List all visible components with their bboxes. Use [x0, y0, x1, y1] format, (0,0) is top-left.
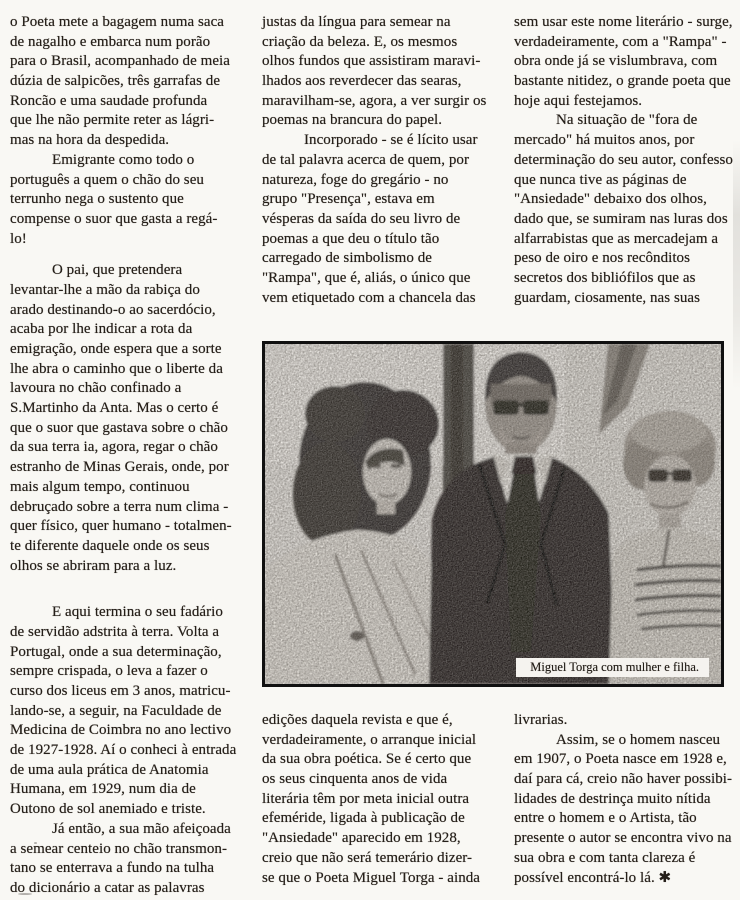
paragraph — [10, 261, 256, 576]
text-line: determinação do seu autor, confesso — [514, 151, 733, 168]
text-line: literária têm por meta inicial outra — [262, 790, 470, 807]
text-line: curso dos liceus em 3 anos, matricu- — [10, 683, 231, 699]
text-line: alfarrabistas que as mercadejam a — [514, 230, 719, 247]
text-line: lhados aos reverdecer das searas, — [262, 73, 462, 90]
text-line: que lhe não permite reter as lágri- — [10, 112, 215, 129]
text-line: olhos fundos que assistiram maravi- — [262, 53, 481, 70]
photo-caption: Miguel Torga com mulher e filha. — [516, 658, 709, 677]
text-line: Incorporado - se é lícito usar — [304, 132, 478, 149]
text-line: os seus cinquenta anos de vida — [262, 771, 448, 788]
text-line: estranho de Minas Gerais, onde, por — [10, 459, 229, 476]
text-line: justas da língua para semear na — [262, 14, 451, 30]
text-line: presente o autor se encontra vivo na — [514, 830, 732, 847]
text-line: entre o homem e o Artista, tão — [514, 810, 697, 827]
text-line: Outono de sol anemiado e triste. — [10, 801, 206, 818]
text-line: "Ansiedade" aparecido em 1928, — [262, 830, 461, 847]
text-line: criação da beleza. E, os mesmos — [262, 33, 458, 50]
text-line: debruçado sobre a terra num clima - — [10, 498, 229, 515]
text-line: mais algum tempo, continuou — [10, 478, 190, 495]
text-line: emigração, onde espera que a sorte — [10, 341, 222, 357]
text-line: carregado de simbolismo de — [262, 250, 432, 267]
paragraph — [514, 13, 736, 111]
text-line: Roncão e uma saudade profunda — [10, 92, 208, 109]
text-line: de servidão adstrita à terra. Volta a — [10, 623, 220, 640]
text-line: Medicina de Coimbra no ano lectivo — [10, 722, 232, 739]
text-line: secretos dos bibliófilos que as — [514, 269, 696, 286]
text-line: sempre crispada, o leva a fazer o — [10, 663, 208, 680]
text-line: "Ansiedade" debaixo dos olhos, — [514, 191, 707, 208]
text-line: "Rampa", que é, aliás, o único que — [262, 269, 471, 286]
text-line: mas na hora da despedida. — [10, 132, 170, 149]
text-line: português a quem o chão do seu — [10, 171, 204, 188]
text-line: guardam, ciosamente, nas suas — [514, 289, 700, 306]
text-line: quer físico, quer humano - totalmen- — [10, 518, 232, 535]
text-line: de tal palavra acerca de quem, por — [262, 151, 469, 168]
text-line: dado que, se sumiram nas luras dos — [514, 210, 728, 227]
text-column-1 — [10, 13, 256, 899]
text-line: S.Martinho da Anta. Mas o certo é — [10, 400, 219, 417]
text-line: compense o suor que gasta a regá- — [10, 210, 218, 227]
text-line: sua obra e com tanta clareza é — [514, 849, 696, 866]
text-line: hoje aqui festejamos. — [514, 92, 643, 109]
paragraph — [10, 820, 256, 899]
scan-artifact — [733, 140, 740, 390]
text-line: mercado" há muitos anos, por — [514, 132, 695, 149]
text-line: lo! — [10, 230, 27, 247]
text-line: da sua obra poética. Se é certo que — [262, 751, 472, 768]
text-line: daí para cá, creio não haver possibi- — [514, 771, 733, 788]
text-line: o Poeta mete a bagagem numa saca — [10, 14, 225, 30]
text-line: Emigrante como todo o — [52, 151, 195, 168]
text-line: terrunho nega o sustento que — [10, 191, 184, 208]
text-line: Na situação de "fora de — [556, 112, 698, 129]
text-line: da sua terra ia, agora, regar o chão — [10, 439, 218, 456]
paragraph — [10, 13, 256, 151]
text-line: de 1927-1928. Aí o conheci à entrada — [10, 742, 237, 759]
text-line: poemas na brancura do papel. — [262, 112, 443, 129]
text-line: natureza, foge do gregário - no — [262, 171, 449, 188]
family-photo-image — [265, 344, 721, 684]
text-line: peso de oiro e nos recônditos — [514, 250, 690, 267]
text-line: arado destinando-o ao sacerdócio, — [10, 301, 216, 318]
paragraph — [514, 711, 736, 731]
text-line: creio que não será temerário dizer- — [262, 849, 473, 866]
text-line: que o suor que gastava sobre o chão — [10, 419, 228, 436]
text-line: de nagalho e embarca num porão — [10, 33, 211, 50]
text-line: para o Brasil, acompanhado de meia — [10, 53, 230, 70]
text-column-3-bottom — [514, 711, 736, 888]
text-line: olhos se abriram para a luz. — [10, 557, 177, 574]
text-line: dúzia de salpicões, três garrafas de — [10, 73, 221, 90]
text-line: de uma aula prática de Anatomia — [10, 761, 209, 778]
paragraph — [514, 111, 736, 308]
text-line: lavoura no chão confinado a — [10, 380, 182, 397]
text-line: te diferente daquele onde os seus — [10, 537, 210, 554]
text-line: poemas a que deu o título tão — [262, 230, 440, 247]
text-line: vésperas da saída do seu livro de — [262, 210, 461, 227]
text-line: lando-se, a seguir, na Faculdade de — [10, 702, 222, 719]
text-line: grupo "Presença", estava em — [262, 191, 435, 208]
text-line: a semear centeio no chão transmon- — [10, 840, 228, 857]
paragraph — [514, 731, 736, 889]
text-line: vem etiquetado com a chancela das — [262, 289, 476, 306]
text-line: edições daquela revista e que é, — [262, 712, 453, 728]
text-line: maravilham-se, agora, a ver surgir os — [262, 92, 487, 109]
text-line: livrarias. — [514, 712, 568, 728]
text-line: em 1907, o Poeta nasce em 1928 e, — [514, 751, 727, 768]
text-line: se que o Poeta Miguel Torga - ainda — [262, 869, 481, 886]
text-line: Já então, a sua mão afeiçoada — [52, 820, 231, 837]
text-line: O pai, que pretendera — [52, 262, 183, 279]
text-line: Assim, se o homem nasceu — [556, 731, 721, 748]
text-line: levantar-lhe a mão da rabiça do — [10, 281, 200, 298]
text-line: Portugal, onde a sua determinação, — [10, 643, 222, 660]
text-line: obra onde já se vislumbrava, com — [514, 53, 718, 70]
text-line: E aqui termina o seu fadário — [52, 604, 223, 621]
text-line: acaba por lhe indicar a rota da — [10, 321, 193, 338]
text-line: sem usar este nome literário - surge, — [514, 14, 733, 30]
scan-speck — [34, 842, 37, 844]
paragraph — [10, 151, 256, 249]
text-column-3-top — [514, 13, 736, 308]
text-line: do dicionário a catar as palavras — [10, 879, 205, 896]
text-line: efeméride, ligada à publicação de — [262, 810, 465, 827]
text-line: que nunca tive as páginas de — [514, 171, 687, 188]
paragraph — [262, 13, 492, 131]
text-column-2-top — [262, 13, 492, 308]
paragraph — [10, 603, 256, 820]
text-line: lhe abra o caminho que o liberte da — [10, 360, 223, 377]
text-line: possível encontrá-lo lá. ✱ — [514, 869, 672, 886]
text-line: verdadeiramente, o arranque inicial — [262, 731, 477, 748]
text-line: lidades de destrinça muito nítida — [514, 790, 711, 807]
text-line: verdadeiramente, com a "Rampa" - — [514, 33, 727, 50]
scan-speck — [18, 893, 32, 895]
text-line: tano se enterrava a fundo na tulha — [10, 860, 215, 877]
text-line: bastante nitidez, o grande poeta que — [514, 73, 731, 90]
paragraph — [262, 711, 492, 888]
photo-frame — [262, 341, 724, 687]
text-column-2-bottom — [262, 711, 492, 888]
paragraph — [262, 131, 492, 308]
text-line: Humana, em 1929, num dia de — [10, 781, 196, 798]
